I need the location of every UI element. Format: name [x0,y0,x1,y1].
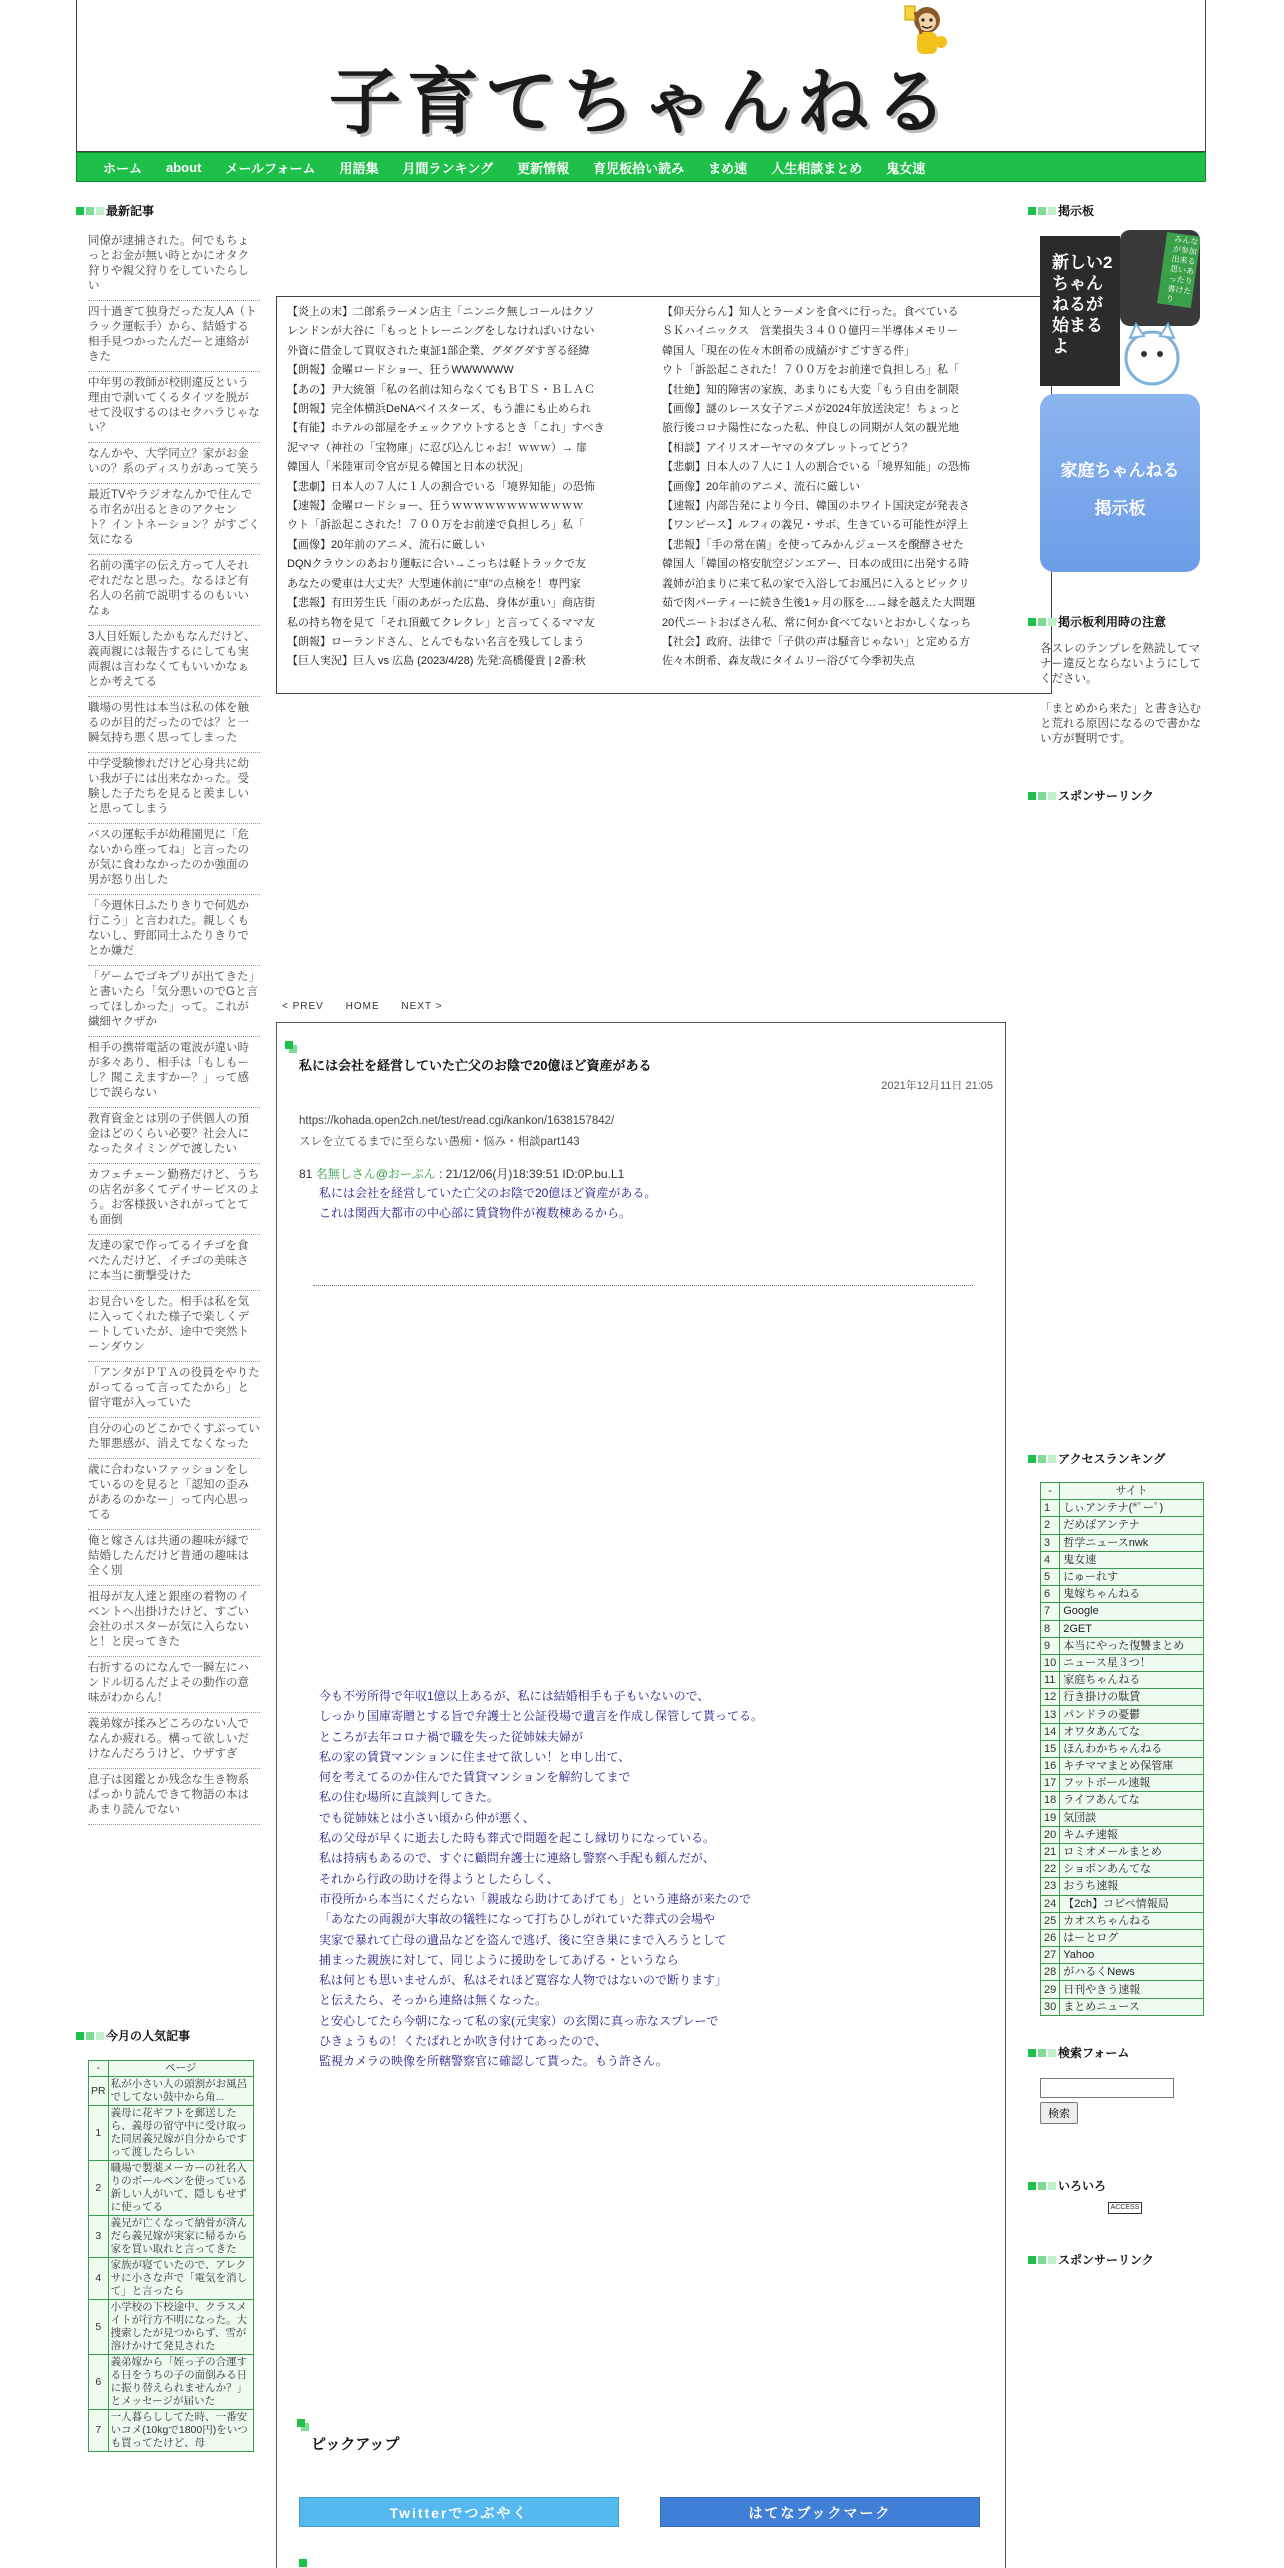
antenna-link[interactable]: 韓国人「米陸軍司令官が見る韓国と日本の状況」 [287,461,529,474]
access-rank: 8 [1041,1620,1060,1637]
antenna-link[interactable]: 【悲劇】日本人の７人に１人の割合でいる「境界知能」の恐怖 [662,461,970,474]
antenna-link[interactable]: 私の持ち物を見て「それ頂戴てクレクレ」と言ってくるママ友 [287,616,595,629]
access-rank: 7 [1041,1603,1060,1620]
table-row[interactable] [1041,1964,1204,1981]
access-rank: 16 [1041,1758,1060,1775]
nav-item[interactable]: 人生相談まとめ [771,160,863,176]
access-site[interactable]: 行き掛けの駄賃 [1060,1689,1204,1706]
access-site[interactable]: 2GET [1060,1620,1204,1637]
nav-item[interactable]: 月間ランキング [402,160,494,176]
post-line: 私は何とも思いませんが、私はそれほど寛容な人物ではないので断ります」 [319,1973,728,1988]
next-link[interactable]: NEXT > [401,1001,443,1012]
popular-rank: 4 [89,2258,109,2300]
link-column-right [662,303,1010,672]
antenna-link[interactable]: 【画像】謎のレース女子アニメが2024年放送決定！ちょっと [662,403,961,416]
antenna-link[interactable]: 泥ママ（神社の「宝物庫」に忍び込んじゃお！ｗｗｗ）→ 扉 [287,441,588,454]
article-date: 2021年12月11日 21:05 [881,1080,993,1092]
access-rank: 15 [1041,1740,1060,1757]
table-row[interactable] [1041,1603,1204,1620]
access-rank: 10 [1041,1654,1060,1671]
antenna-link[interactable]: あなたの愛車は大丈夫？大型連休前に"車"の点検を！専門家 [287,577,581,590]
list-item[interactable]: 職場の男性は本当は私の体を触るのが目的だったのでは？と一瞬気持ち悪く思ってしまった [88,697,260,753]
post-line: ところが去年コロナ禍で職を失った従姉妹夫婦が [319,1729,584,1744]
table-row[interactable] [1041,1672,1204,1689]
table-row[interactable] [1041,1620,1204,1637]
post-line: 「あなたの両親が大事故の犠牲になって打ちひしがれていた葬式の会場や [319,1912,716,1927]
antenna-link[interactable]: 【朗報】金曜ロードショー、狂うWWWWWW [287,364,514,377]
access-rank: 24 [1041,1895,1060,1912]
antenna-link[interactable]: 【朗報】ローランドさん、とんでもない名言を残してしまう [287,635,585,648]
access-rank: 28 [1041,1964,1060,1981]
table-row[interactable] [89,2300,254,2355]
popular-rank: 7 [89,2410,109,2452]
access-site[interactable]: ライフあんてな [1060,1792,1204,1809]
antenna-link[interactable]: 【画像】20年前のアニメ、流石に厳しい [662,480,861,493]
access-site[interactable]: キムチ速報 [1060,1826,1204,1843]
access-site[interactable]: おうち速報 [1060,1878,1204,1895]
popular-title[interactable]: 小学校の下校途中、クラスメイトが行方不明になった。大捜索したが見つからず、雪が溶けかけて発見された [108,2300,253,2355]
antenna-link[interactable]: 【悲報】「手の常在菌」を使ってみかんジュースを醗酵させた [662,538,964,551]
popular-title[interactable]: 義兄が亡くなって納骨が済んだら義兄嫁が実家に帰るから家を買い取れと言ってきた [108,2216,253,2258]
list-item[interactable]: 四十過ぎて独身だった友人A（トラック運転手）から、結婚する相手見つかったんだーと連絡がきた [88,301,260,372]
hatena-bookmark-button[interactable]: はてなブックマーク [660,2497,980,2527]
notice-text-2: 「まとめから来た」と書き込むと荒れる原因になるので書かない方が賢明です。 [1040,703,1201,745]
link-column-left [287,303,635,672]
antenna-link[interactable]: 【社会】政府、法律で「子供の声は騒音じゃない」と定める方 [662,635,970,648]
article-title[interactable]: 私には会社を経営していた亡父のお陰で20億ほど資産がある [299,1055,651,1074]
access-rank: 4 [1041,1551,1060,1568]
table-row[interactable] [1041,1689,1204,1706]
access-site[interactable]: 哲学ニュースnwk [1060,1534,1204,1551]
access-rank: 25 [1041,1912,1060,1929]
antenna-link[interactable]: 【悲報】有田芳生氏「雨のあがった広島、身体が重い」商店街 [287,597,595,610]
antenna-link[interactable]: 韓国人「韓国の格安航空ジンエアー、日本の成田に出発する時 [662,558,969,571]
list-item[interactable]: なんかや、大学同立？家がお金いの？系のディスりがあって笑う [88,443,260,484]
access-site[interactable]: ロミオメールまとめ [1060,1843,1204,1860]
access-rank: 19 [1041,1809,1060,1826]
table-row[interactable] [1041,1981,1204,1998]
post-line: 私には会社を経営していた亡父のお陰で20億ほど資産がある。 [319,1186,657,1200]
search-input[interactable] [1040,2078,1174,2098]
access-rank: 1 [1041,1500,1060,1517]
access-site[interactable]: 気団談 [1060,1809,1204,1826]
notice-text-1: 各スレのテンプレを熟読してマナー違反とならないようにしてください。 [1040,643,1201,685]
table-row[interactable] [1041,1500,1204,1517]
popular-title[interactable]: 家族が寝ていたので、アレクサに小さな声で「電気を消して」と言ったら [108,2258,253,2300]
nav-item[interactable]: about [166,159,202,175]
access-site[interactable]: まとめニュース [1060,1998,1204,2015]
access-site[interactable]: 鬼嫁ちゃんねる [1060,1586,1204,1603]
board-heading: 掲示板 [1028,203,1094,219]
antenna-link[interactable]: 【悲劇】日本人の７人に１人の割合でいる「境界知能」の恐怖 [287,480,595,493]
access-site[interactable]: ニュース星３つ！ [1060,1654,1204,1671]
post-line: 捕まった親族に対して、同じように援助をしてあげる・というなら [319,1952,679,1967]
banner1-text: 新しい2ちゃんねるが始まるよ [1052,253,1113,356]
antenna-link-box [276,296,1052,694]
access-rank: 20 [1041,1826,1060,1843]
access-rank: 3 [1041,1534,1060,1551]
access-rank: 5 [1041,1568,1060,1585]
antenna-link[interactable]: 【ワンピース】ルフィの義兄・サボ、生きている可能性が浮上 [662,519,969,532]
table-row[interactable] [1041,1809,1204,1826]
list-item[interactable]: 「ゲームでゴキブリが出てきた」と書いたら「気分悪いのでGと言ってほしかった」って。これが繊細ヤクザか [88,966,260,1037]
access-site[interactable]: キチママまとめ保管庫 [1060,1758,1204,1775]
antenna-link[interactable]: レンドンが大谷に「もっとトレーニングをしなければいけない [287,325,595,338]
table-row[interactable] [1041,1878,1204,1895]
table-row[interactable] [89,2410,254,2452]
popular-col-page: ページ [108,2061,253,2077]
access-site[interactable]: だめぽアンテナ [1060,1517,1204,1534]
list-item[interactable]: 教育資金とは別の子供個人の預金はどのくらい必要？社会人になったタイミングで渡したい [88,1108,260,1164]
access-counter-badge[interactable]: ACCESS [1108,2202,1142,2214]
table-row[interactable] [89,2077,254,2106]
antenna-link[interactable]: 旅行後コロナ陽性になった私、仲良しの同期が人気の観光地 [662,422,959,435]
list-item[interactable]: 「アンタがＰＴＡの役員をやりたがってるって言ってたから」と留守電が入っていた [88,1362,260,1418]
table-row[interactable] [1041,1654,1204,1671]
post-line: 市役所から本当にくだらない「親戚なら助けてあげても」という連絡が来たので [319,1891,752,1906]
banner1-side-text: みんなが参加出来る思いあったり書けたり [1165,234,1199,304]
table-row[interactable] [1041,1912,1204,1929]
antenna-link[interactable]: 【有能】ホテルの部屋をチェックアウトするとき「これ」すべき [287,422,605,435]
list-item[interactable]: 中学受験惨れだけど心身共に幼い我が子には出来なかった。受験した子たちを見ると羨ましいと思ってしまう [88,753,260,824]
list-item[interactable]: 名前の漢字の伝え方って人それぞれだなと思った。なるほど有名人の名前で説明するのもいいなぁ [88,555,260,626]
antenna-link[interactable]: 【壮絶】知的障害の家族、あまりにも大変「もう自由を制限 [662,383,959,396]
nav-item[interactable]: 更新情報 [517,160,570,176]
access-rank: 21 [1041,1843,1060,1860]
access-site[interactable]: 鬼女速 [1060,1551,1204,1568]
post-line: 今も不労所得で年収1億以上あるが、私には結婚相手も子もいないので、 [319,1689,710,1703]
access-rank: 29 [1041,1981,1060,1998]
table-row[interactable] [1041,1861,1204,1878]
access-col-rank: - [1041,1483,1060,1500]
table-row[interactable] [89,2106,254,2161]
table-row[interactable] [1041,1534,1204,1551]
post-line: 何を考えてるのか住んでた賃貸マンションを解約してまで [319,1770,631,1785]
nav-item[interactable]: 育児板拾い読み [593,160,685,176]
pickup-heading: ピックアップ [311,2433,399,2454]
access-rank: 11 [1041,1672,1060,1689]
list-item[interactable]: 自分の心のどこかでくすぶっていた罪悪感が、消えてなくなった [88,1418,260,1459]
misc-heading: いろいろ [1028,2178,1106,2194]
list-item[interactable]: 息子は図鑑とか残念な生き物系ばっかり読んできて物語の本はあまり読んでない [88,1769,260,1825]
post-line: 私は持病もあるので、すぐに顧問弁護士に連絡し警察へ手配も頼んだが、 [319,1851,715,1866]
katei-channel-board-banner[interactable] [1040,394,1200,572]
popular-title[interactable]: 一人暮らししてた時、一番安いコメ(10kgで1800円)をいつも買ってたけど、母 [108,2410,253,2452]
main-nav [76,152,1206,182]
antenna-link[interactable]: 【仰天分らん】知人とラーメンを食べに行った。食べている [662,306,959,318]
access-site[interactable]: Yahoo [1060,1947,1204,1964]
sponsor-heading-2: スポンサーリンク [1028,2252,1154,2268]
table-row[interactable] [1041,1758,1204,1775]
post-line: 私の家の賃貸マンションに住ませて欲しい！と申し出て、 [319,1749,631,1764]
list-item[interactable]: 歳に合わないファッションをしているのを見ると「認知の歪みがあるのかなー」って内心思ってる [88,1459,260,1530]
nav-item[interactable]: まめ速 [708,160,748,176]
post-line: しっかり国庫寄贈とする旨で弁護士と公証役場で遺言を作成し保管して貰ってる。 [319,1709,764,1724]
nav-item[interactable]: 鬼女速 [886,160,926,176]
site-title[interactable]: 子育てちゃんねる [328,59,953,144]
post-line: でも従姉妹とは小さい頃から仲が悪く、 [319,1810,535,1825]
antenna-link[interactable]: 【あの】尹大統領「私の名前は知らなくてもＢＴＳ・ＢＬＡＣ [287,383,595,396]
antenna-link[interactable]: 【速報】金曜ロードショー、狂うｗｗｗｗｗｗｗｗｗｗｗｗ [287,500,584,513]
antenna-link[interactable]: DQNクラウンのあおり運転に合い→こっちは軽トラックで友 [287,558,587,571]
antenna-link[interactable]: 外資に借金して買収された東証1部企業、グダグダすぎる経緯 [287,344,590,357]
pr-link[interactable]: 私が小さい人の頭割がお風呂でしてない鼓中から角... [108,2077,253,2106]
antenna-link[interactable]: ウト「訴訟起こされた！７００万をお前達で負担しろ」私「 [662,364,959,377]
table-row[interactable] [1041,1586,1204,1603]
post-body-intro [319,1183,656,1223]
antenna-link[interactable]: 【相談】アイリスオーヤマのタブレットってどう？ [662,441,913,454]
antenna-link[interactable]: 20代ニートおばさん私、常に何か食べてないとおかしくなっち [662,616,972,629]
access-site[interactable]: しぃアンテナ(*ﾟーﾟ) [1060,1500,1204,1517]
access-rank: 30 [1041,1998,1060,2015]
post-body-main [319,1686,763,2072]
access-rank: 2 [1041,1517,1060,1534]
popular-rank: 3 [89,2216,109,2258]
post-line: と伝えたら、そっから連絡は無くなった。 [319,1993,548,2008]
antenna-link[interactable]: 韓国人「現在の佐々木朗希の成績がすごすぎる件」 [662,344,915,357]
section-marker [299,2559,307,2567]
post-line: ひきょうもの！くたばれとか吹き付けてあったので、 [319,2034,607,2049]
access-site[interactable]: ほんわかちゃんねる [1060,1740,1204,1757]
divider [313,1285,973,1286]
antenna-link[interactable]: 【炎上の末】二郎系ラーメン店主「ニンニク無しコールはクソ [287,306,595,318]
home-link[interactable]: HOME [345,1001,380,1012]
twitter-share-button[interactable]: Twitterでつぶやく [299,2497,619,2527]
list-item[interactable]: 3人目妊娠したかもなんだけど、義両親には報告するにしても実両親は言わなくてもいいかなぁとか考えてる [88,626,260,697]
post-header [299,1165,624,1182]
banner2-line1: 家庭ちゃんねる [1060,461,1180,480]
popular-rank: 5 [89,2300,109,2355]
post-name: 名無しさん@おーぷん [315,1167,436,1181]
access-rank: 12 [1041,1689,1060,1706]
access-site[interactable]: にゅーれす [1060,1568,1204,1585]
table-row[interactable] [1041,1568,1204,1585]
list-item[interactable]: 義弟嫁が揉みどころのない人でなんか疲れる。構って欲しいだけなんだろうけど、ウザすぎ [88,1713,260,1769]
antenna-link[interactable]: 佐々木朗希、森友哉にタイムリー浴びて今季初失点 [662,655,915,668]
access-site[interactable]: はーとログ [1060,1929,1204,1946]
article [276,1022,1006,2568]
popular-col-rank: - [89,2061,109,2077]
table-row[interactable] [1041,1929,1204,1946]
table-row[interactable] [1041,1740,1204,1757]
thread-name: スレを立てるまでに至らない愚痴・悩み・相談part143 [299,1136,580,1148]
table-row[interactable] [1041,1551,1204,1568]
antenna-link[interactable]: 【画像】20年前のアニメ、流石に厳しい [287,538,486,551]
popular-articles-table [88,2060,254,2452]
post-line: 監視カメラの映像を所轄警察官に確認して貰った。もう許さん。 [319,2054,668,2069]
popular-title[interactable]: 義弟嫁から「姪っ子の合運する日をうちの子の面倒みる日に振り替えられませんか？」とメッセージが届いた [108,2355,253,2410]
access-rank: 26 [1041,1929,1060,1946]
pager [282,1001,461,1012]
access-rank: 6 [1041,1586,1060,1603]
access-site[interactable]: 家庭ちゃんねる [1060,1672,1204,1689]
table-row[interactable] [1041,1826,1204,1843]
antenna-link[interactable]: ウト「訴訟起こされた！７００万をお前達で負担しろ」私「 [287,519,584,532]
notice-heading: 掲示板利用時の注意 [1028,614,1166,630]
access-ranking-heading: アクセスランキング [1028,1451,1165,1467]
nav-item[interactable]: 用語集 [339,160,379,176]
access-rank: 27 [1041,1947,1060,1964]
post-meta: : 21/12/06(月)18:39:51 ID:0P.bu.L1 [439,1167,625,1181]
access-site[interactable]: Google [1060,1603,1204,1620]
post-line: 私の住む場所に直談判してきた。 [319,1790,500,1805]
list-item[interactable]: 同僚が逮捕された。何でもちょっとお金が無い時とかにオタク狩りや親父狩りをしていたらしい [88,230,260,301]
table-row[interactable] [1041,1775,1204,1792]
access-site[interactable]: ショボンあんてな [1060,1861,1204,1878]
access-col-site: サイト [1060,1483,1204,1500]
post-line: それから行政の助けを得ようとしたらしく、 [319,1871,559,1886]
nav-item[interactable]: メールフォーム [225,160,316,176]
popular-heading: 今月の人気記事 [76,2028,190,2044]
list-item[interactable]: 右折するのになんで一瞬左にハンドル切るんだよその動作の意味がわからん！ [88,1657,260,1713]
site-header [76,0,1206,152]
list-item[interactable]: バスの運転手が幼稚園児に「危ないから座ってね」と言ったのが気に食わなかったのか強面の男が怒り出した [88,824,260,895]
post-line: 実家で暴れて亡母の遺品などを盗んで逃げ、後に空き巣にまで入ろうとして [319,1932,727,1947]
antenna-link[interactable]: 義姉が泊まりに来て私の家で入浴してお風呂に入るとビックリ [662,577,970,590]
access-site[interactable]: 【2ch】コピペ情報局 [1060,1895,1204,1912]
list-item[interactable]: 俺と嫁さんは共通の趣味が縁で結婚したんだけど普通の趣味は全く別 [88,1530,260,1586]
table-row[interactable] [1041,1792,1204,1809]
table-row[interactable] [1041,1895,1204,1912]
list-item[interactable]: 「今週休日ふたりきりで何処か行こう」と言われた。親しくもないし、野郎同士ふたりきりでとか嫌だ [88,895,260,966]
prev-link[interactable]: < PREV [282,1001,324,1012]
post-line: 私の父母が早くに逝去した時も葬式で問題を起こし縁切りになっている。 [319,1831,716,1846]
nav-item[interactable]: ホーム [103,160,143,176]
popular-title[interactable]: 義母に花ギフトを郵送したら、義母の留守中に受け取った同居義兄嫁が自分からですって渡したらしい [108,2106,253,2161]
antenna-link[interactable]: 【速報】内部告発により今日、韓国のホワイト国決定が発表さ [662,500,970,513]
antenna-link[interactable]: 茹で肉パーティーに続き生後1ヶ月の豚を…→縁を越えた大問題 [662,597,976,610]
access-rank: 22 [1041,1861,1060,1878]
popular-rank: 2 [89,2161,109,2216]
table-row[interactable] [1041,1517,1204,1534]
source-url[interactable]: https://kohada.open2ch.net/test/read.cgi/kankon/1638157842/ [299,1115,615,1127]
access-site[interactable]: がハるくNews [1060,1964,1204,1981]
access-rank: 13 [1041,1706,1060,1723]
antenna-link[interactable]: 【巨人実況】巨人 vs 広島 (2023/4/28) 先発:高橋優貴 | 2番:秋 [287,655,586,668]
sponsor-heading: スポンサーリンク [1028,788,1154,804]
antenna-link[interactable]: 【朗報】完全体横浜DeNAベイスターズ、もう誰にも止められ [287,403,592,416]
list-item[interactable]: カフェチェーン勤務だけど、うちの店名が多くてデイサービスのよう。お客様扱いされがってとても面倒 [88,1164,260,1235]
post-line: これは関西大都市の中心部に賃貸物件が複数棟あるから。 [319,1206,632,1220]
access-site[interactable]: 本当にやった復讐まとめ [1060,1637,1204,1654]
post-number: 81 [299,1167,313,1181]
recent-articles-list [88,230,260,1825]
table-row[interactable] [89,2355,254,2410]
table-row[interactable] [1041,1723,1204,1740]
list-item[interactable]: 友達の家で作ってるイチゴを食べたんだけど、イチゴの美味さに本当に衝撃受けた [88,1235,260,1291]
post-line: と安心してたら今朝になって私の家(元実家）の玄関に真っ赤なスプレーで [319,2013,719,2028]
list-item[interactable]: お見合いをした。相手は私を気に入ってくれた様子で楽しくデートしていたが、途中で突然トーンダウン [88,1291,260,1362]
popular-rank: 6 [89,2355,109,2410]
pr-label: PR [89,2077,109,2106]
popular-title[interactable]: 職場で製薬メーカーの社名入りのボールペンを使っている新しい人がいて、隠しもせずに使ってる [108,2161,253,2216]
recent-heading: 最新記事 [76,203,154,219]
banner2-line2: 掲示板 [1094,499,1146,518]
table-row[interactable] [1041,1843,1204,1860]
table-row[interactable] [1041,1637,1204,1654]
access-site[interactable]: パンドラの憂鬱 [1060,1706,1204,1723]
access-site[interactable]: 日刊やきう速報 [1060,1981,1204,1998]
table-row[interactable] [1041,1998,1204,2015]
antenna-link[interactable]: ＳＫハイニックス 営業損失３４００億円＝半導体メモリー [662,325,959,338]
list-item[interactable]: 相手の携帯電話の電波が違い時が多々あり、相手は「もしもーし？聞こえますかー？」って感じで誤らない [88,1037,260,1108]
access-rank: 23 [1041,1878,1060,1895]
table-row[interactable] [89,2161,254,2216]
search-heading: 検索フォーム [1028,2045,1129,2061]
table-row[interactable] [1041,1706,1204,1723]
access-rank: 9 [1041,1637,1060,1654]
access-rank: 14 [1041,1723,1060,1740]
access-rank: 18 [1041,1792,1060,1809]
access-site[interactable]: カオスちゃんねる [1060,1912,1204,1929]
access-site[interactable]: オワタあんてな [1060,1723,1204,1740]
table-row[interactable] [89,2258,254,2300]
table-row[interactable] [89,2216,254,2258]
table-row[interactable] [1041,1947,1204,1964]
list-item[interactable]: 祖母が友人達と銀座の着物のイベントへ出掛けたけど、すごい会社のポスターが気に入らないと！と戻ってきた [88,1586,260,1657]
popular-rank: 1 [89,2106,109,2161]
access-rank: 17 [1041,1775,1060,1792]
list-item[interactable]: 中年男の教師が校則違反という理由で剥いてくるタイツを脱がせて没収するのはセクハラじゃない？ [88,372,260,443]
access-ranking-table [1040,1482,1204,2016]
access-site[interactable]: フットボール速報 [1060,1775,1204,1792]
search-button[interactable]: 検索 [1040,2102,1078,2124]
list-item[interactable]: 最近TVやラジオなんかで住んでる市名が出るときのアクセント？イントネーション？がすごく気になる [88,484,260,555]
